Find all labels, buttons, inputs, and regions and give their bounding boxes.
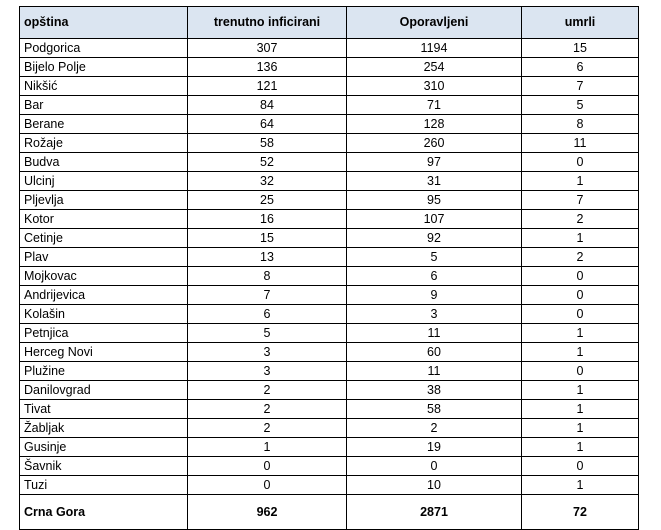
recovered-cell: 11: [347, 324, 522, 343]
municipality-cell: Mojkovac: [20, 267, 188, 286]
infected-cell: 32: [188, 172, 347, 191]
infected-cell: 84: [188, 96, 347, 115]
table-row: [20, 191, 639, 210]
recovered-cell: 71: [347, 96, 522, 115]
header-infected: trenutno inficirani: [188, 7, 347, 39]
municipality-cell: Danilovgrad: [20, 381, 188, 400]
infected-cell: 121: [188, 77, 347, 96]
header-row: [20, 7, 639, 39]
infected-cell: 2: [188, 419, 347, 438]
deceased-cell: 2: [522, 210, 639, 229]
municipality-cell: Andrijevica: [20, 286, 188, 305]
table-row: [20, 229, 639, 248]
infected-cell: 7: [188, 286, 347, 305]
deceased-cell: 1: [522, 438, 639, 457]
table-row: [20, 134, 639, 153]
table-row: [20, 115, 639, 134]
recovered-cell: 310: [347, 77, 522, 96]
municipality-cell: Bijelo Polje: [20, 58, 188, 77]
recovered-cell: 31: [347, 172, 522, 191]
table-row: [20, 324, 639, 343]
total-infected: 962: [188, 495, 347, 530]
table-row: [20, 96, 639, 115]
infected-cell: 16: [188, 210, 347, 229]
municipality-cell: Tuzi: [20, 476, 188, 495]
recovered-cell: 260: [347, 134, 522, 153]
infected-cell: 136: [188, 58, 347, 77]
recovered-cell: 6: [347, 267, 522, 286]
table-row: [20, 305, 639, 324]
recovered-cell: 2: [347, 419, 522, 438]
municipality-cell: Kolašin: [20, 305, 188, 324]
table-row: [20, 362, 639, 381]
table-row: [20, 58, 639, 77]
recovered-cell: 1194: [347, 39, 522, 58]
recovered-cell: 9: [347, 286, 522, 305]
municipality-cell: Cetinje: [20, 229, 188, 248]
deceased-cell: 11: [522, 134, 639, 153]
deceased-cell: 0: [522, 305, 639, 324]
total-deceased: 72: [522, 495, 639, 530]
deceased-cell: 1: [522, 381, 639, 400]
recovered-cell: 3: [347, 305, 522, 324]
infected-cell: 3: [188, 343, 347, 362]
header-municipality: opština: [20, 7, 188, 39]
municipality-cell: Gusinje: [20, 438, 188, 457]
deceased-cell: 1: [522, 324, 639, 343]
recovered-cell: 0: [347, 457, 522, 476]
deceased-cell: 1: [522, 400, 639, 419]
table-row: [20, 381, 639, 400]
header-deceased: umrli: [522, 7, 639, 39]
municipality-cell: Petnjica: [20, 324, 188, 343]
deceased-cell: 6: [522, 58, 639, 77]
table-row: [20, 400, 639, 419]
municipality-cell: Nikšić: [20, 77, 188, 96]
deceased-cell: 1: [522, 343, 639, 362]
deceased-cell: 0: [522, 457, 639, 476]
infected-cell: 8: [188, 267, 347, 286]
table-row: [20, 267, 639, 286]
recovered-cell: 254: [347, 58, 522, 77]
infected-cell: 2: [188, 400, 347, 419]
recovered-cell: 128: [347, 115, 522, 134]
recovered-cell: 97: [347, 153, 522, 172]
table-row: [20, 77, 639, 96]
table-body: [20, 39, 639, 495]
infected-cell: 0: [188, 476, 347, 495]
deceased-cell: 1: [522, 172, 639, 191]
infected-cell: 15: [188, 229, 347, 248]
infected-cell: 64: [188, 115, 347, 134]
municipality-cell: Žabljak: [20, 419, 188, 438]
municipality-cell: Bar: [20, 96, 188, 115]
table-row: [20, 476, 639, 495]
municipality-cell: Herceg Novi: [20, 343, 188, 362]
recovered-cell: 10: [347, 476, 522, 495]
total-recovered: 2871: [347, 495, 522, 530]
total-row: [20, 495, 639, 530]
municipality-cell: Ulcinj: [20, 172, 188, 191]
municipality-cell: Šavnik: [20, 457, 188, 476]
municipality-cell: Plužine: [20, 362, 188, 381]
infected-cell: 0: [188, 457, 347, 476]
recovered-cell: 95: [347, 191, 522, 210]
infected-cell: 5: [188, 324, 347, 343]
municipality-cell: Budva: [20, 153, 188, 172]
header-recovered: Oporavljeni: [347, 7, 522, 39]
table-row: [20, 172, 639, 191]
table-row: [20, 438, 639, 457]
total-name: Crna Gora: [20, 495, 188, 530]
table-row: [20, 457, 639, 476]
recovered-cell: 92: [347, 229, 522, 248]
municipality-cell: Berane: [20, 115, 188, 134]
table-row: [20, 248, 639, 267]
recovered-cell: 5: [347, 248, 522, 267]
deceased-cell: 0: [522, 153, 639, 172]
infected-cell: 52: [188, 153, 347, 172]
deceased-cell: 1: [522, 476, 639, 495]
recovered-cell: 38: [347, 381, 522, 400]
table-footer: [20, 495, 639, 530]
deceased-cell: 7: [522, 191, 639, 210]
recovered-cell: 107: [347, 210, 522, 229]
deceased-cell: 0: [522, 362, 639, 381]
infected-cell: 1: [188, 438, 347, 457]
table-row: [20, 286, 639, 305]
infected-cell: 25: [188, 191, 347, 210]
deceased-cell: 1: [522, 229, 639, 248]
municipality-cell: Rožaje: [20, 134, 188, 153]
table-row: [20, 39, 639, 58]
deceased-cell: 8: [522, 115, 639, 134]
municipality-cell: Tivat: [20, 400, 188, 419]
municipality-cell: Kotor: [20, 210, 188, 229]
recovered-cell: 19: [347, 438, 522, 457]
deceased-cell: 0: [522, 267, 639, 286]
deceased-cell: 5: [522, 96, 639, 115]
recovered-cell: 58: [347, 400, 522, 419]
infected-cell: 6: [188, 305, 347, 324]
deceased-cell: 2: [522, 248, 639, 267]
deceased-cell: 7: [522, 77, 639, 96]
municipality-cell: Plav: [20, 248, 188, 267]
infected-cell: 13: [188, 248, 347, 267]
deceased-cell: 1: [522, 419, 639, 438]
infected-cell: 3: [188, 362, 347, 381]
table-row: [20, 419, 639, 438]
municipality-cell: Podgorica: [20, 39, 188, 58]
deceased-cell: 15: [522, 39, 639, 58]
infected-cell: 307: [188, 39, 347, 58]
deceased-cell: 0: [522, 286, 639, 305]
table-row: [20, 153, 639, 172]
table-row: [20, 343, 639, 362]
recovered-cell: 11: [347, 362, 522, 381]
infected-cell: 58: [188, 134, 347, 153]
recovered-cell: 60: [347, 343, 522, 362]
municipality-cell: Pljevlja: [20, 191, 188, 210]
table-row: [20, 210, 639, 229]
infected-cell: 2: [188, 381, 347, 400]
table-header: [20, 7, 639, 39]
municipality-stats-table: [19, 6, 639, 530]
